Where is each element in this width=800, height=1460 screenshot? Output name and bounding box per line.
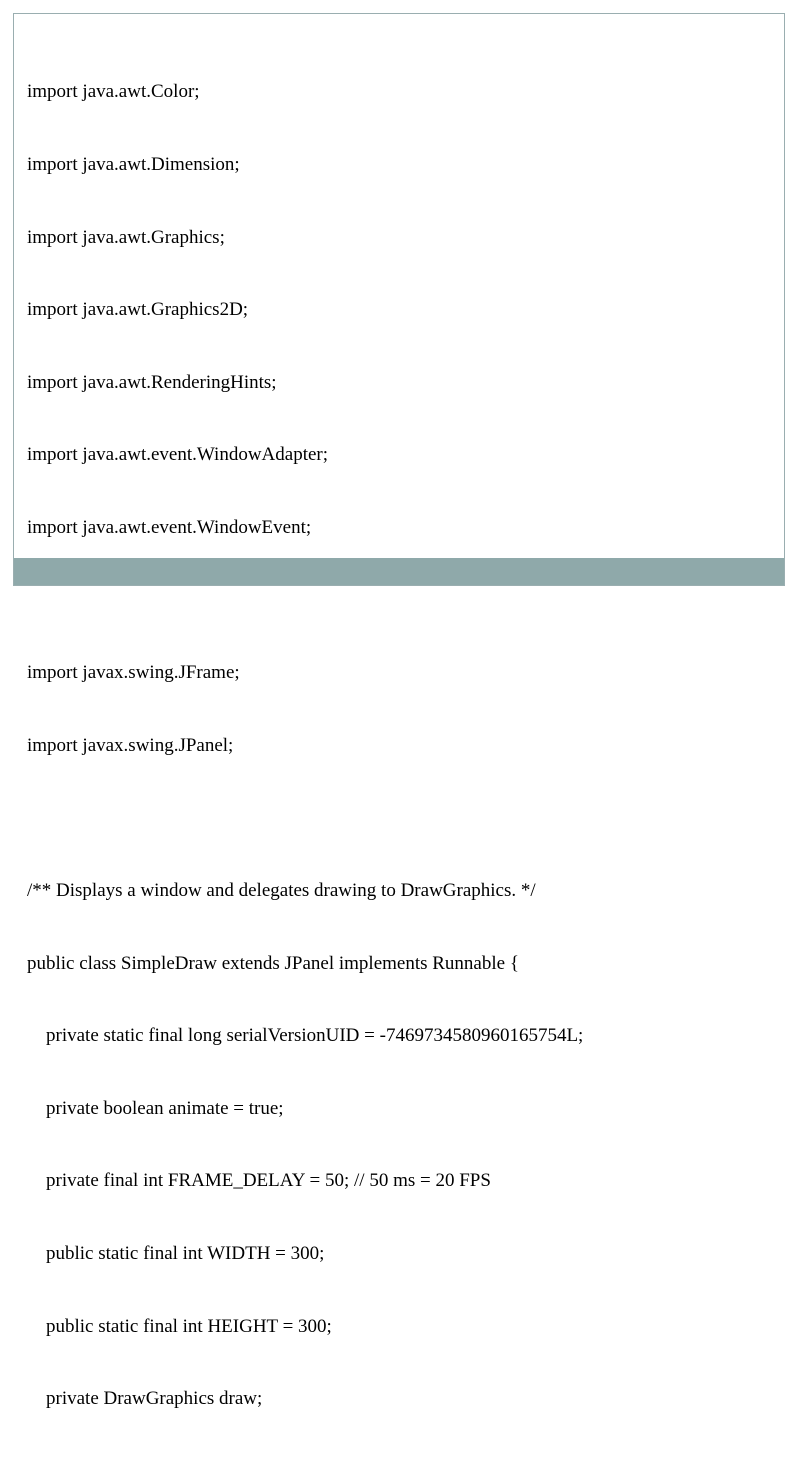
code-line-4: import java.awt.Graphics2D; <box>27 299 249 321</box>
code-line-5: import java.awt.RenderingHints; <box>27 371 277 393</box>
code-block <box>27 32 767 1460</box>
code-line-12-comment: /** Displays a window and delegates drawing to DrawGraphics. */ <box>27 879 536 901</box>
code-line-11-blank <box>27 806 767 830</box>
code-line-2: import java.awt.Dimension; <box>27 154 240 175</box>
slide <box>13 13 785 1410</box>
code-line-9: import javax.swing.JFrame; <box>27 662 240 684</box>
code-line-17: public static final int WIDTH = 300; <box>27 1242 325 1264</box>
code-line-13-class: public class SimpleDraw extends JPanel implements Runnable { <box>27 952 519 974</box>
code-line-7: import java.awt.event.WindowEvent; <box>27 516 312 538</box>
code-line-8-blank <box>27 589 767 613</box>
code-line-16: private final int FRAME_DELAY = 50; // 50 ms = 20 FPS <box>27 1170 491 1192</box>
code-line-15: private boolean animate = true; <box>27 1097 284 1119</box>
code-line-19: private DrawGraphics draw; <box>27 1388 263 1410</box>
code-line-18: public static final int HEIGHT = 300; <box>27 1315 332 1337</box>
code-line-14: private static final long serialVersionUID = -7469734580960165754L; <box>27 1025 584 1047</box>
code-line-3: import java.awt.Graphics; <box>27 226 225 248</box>
code-line-10: import javax.swing.JPanel; <box>27 734 234 756</box>
footer-bar <box>14 558 784 585</box>
code-line-1: import java.awt.Color; <box>27 81 200 103</box>
code-line-6: import java.awt.event.WindowAdapter; <box>27 444 329 466</box>
